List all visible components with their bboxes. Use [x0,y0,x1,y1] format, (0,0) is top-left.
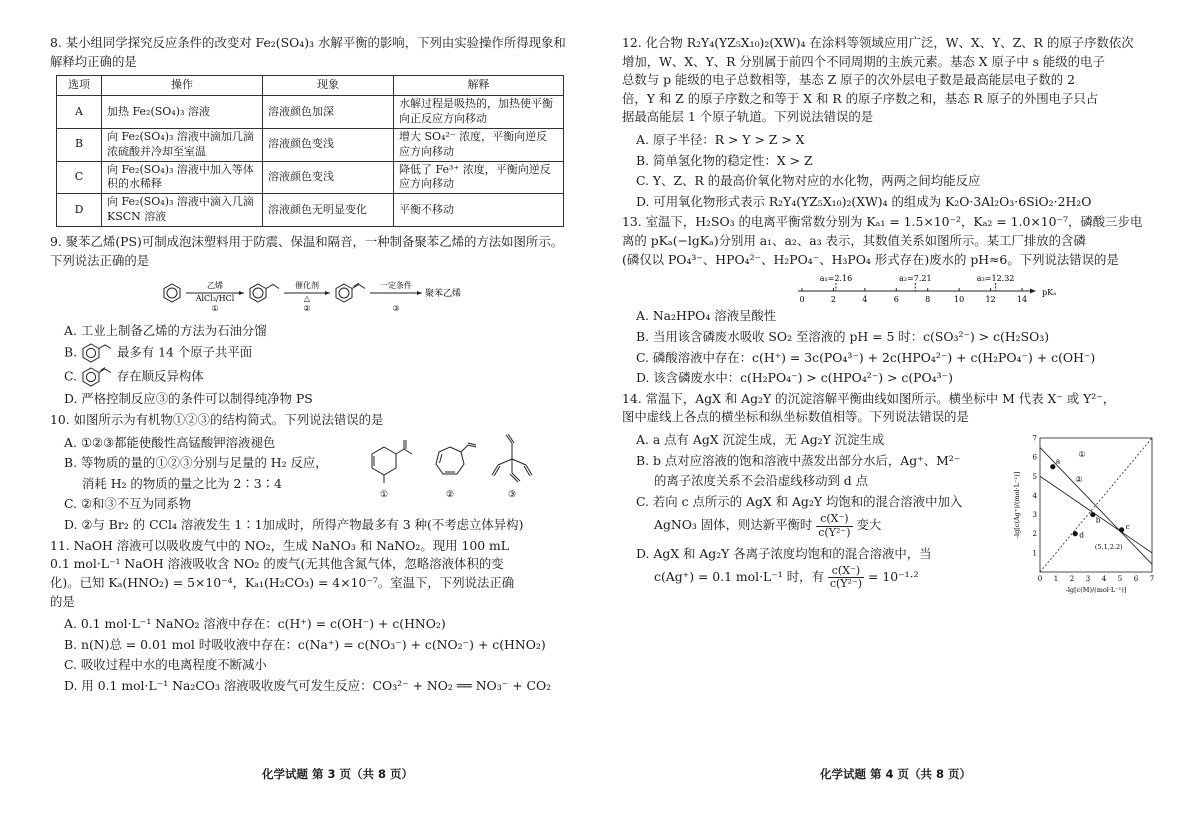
question-9 [50,233,570,409]
point-d [1073,531,1078,536]
q10-structures [362,429,542,501]
q9-reaction-scheme [160,276,480,312]
r1-num: ① [211,304,219,313]
right-page [622,34,1162,592]
table-cell: 溶液颜色变浅 [263,161,394,194]
pka-number-line [782,273,1082,305]
q13-option-b: B. 当用该含磷废水吸收 SO₂ 至溶液的 pH = 5 时：c(SO₃²⁻) > c(H₂SO₃) [636,328,1050,344]
q10-option-c: C. ②和③不互为同系物 [64,496,192,512]
q8-col-explanation: 解释 [394,76,564,96]
q8-col-operation: 操作 [102,76,263,96]
point-b [1090,512,1095,517]
x-tick-label: 7 [1149,574,1155,583]
q14-d-suffix: = 10⁻¹·² [868,569,919,585]
ethylbenzene-icon [250,284,279,302]
pka-marker-label: a₃=12.32 [976,274,1015,284]
q10-option-b-cont: 消耗 H₂ 的物质的量之比为 2∶3∶4 [82,475,282,491]
y-tick-label: 5 [1032,472,1037,481]
structure-2-label: ② [445,490,455,501]
q14-option-d-cont [654,565,1002,590]
q8-stem: 8. 某小组同学探究反应条件的改变对 Fe₂(SO₄)₃ 水解平衡的影响，下列由实验操作所得现象和解释均正确的是 [50,35,566,69]
question-14 [622,390,1162,594]
axis-tick-label: 12 [985,295,996,305]
table-cell: 加热 Fe₂(SO₄)₃ 溶液 [102,96,263,129]
table-cell: 向 Fe₂(SO₄)₃ 溶液中滴加几滴浓硫酸并冷却至室温 [102,128,263,161]
q14-d-prefix: c(Ag⁺) = 0.1 mol·L⁻¹ 时，有 [654,569,824,585]
axis-tick-label: 4 [862,295,868,305]
styrene-icon [81,366,113,388]
axis-arrow [1030,289,1036,294]
q11-stem-4: 的是 [50,593,75,609]
q14-stem-2: 图中虚线上各点的横坐标和纵坐标数值相等。下列说法错误的是 [622,409,969,425]
q10-option-a: A. ①②③都能使酸性高锰酸钾溶液褪色 [64,434,276,450]
x-tick-label: 4 [1101,574,1107,583]
table-cell: C [57,161,102,194]
q14-option-b: B. b 点对应溶液的饱和溶液中蒸发出部分水后，Ag⁺、M²⁻ [636,452,961,468]
table-cell: B [57,128,102,161]
structure-3-icon [492,434,532,482]
q14-option-d: D. AgX 和 Ag₂Y 各离子浓度均饱和的混合溶液中，当 [636,545,932,561]
q14-d-fraction [828,565,864,590]
point-label: a [1055,456,1061,466]
q14-option-b-cont: 的离子浓度关系不会沿虚线移动到 d 点 [654,473,869,489]
q9-option-b [64,342,570,364]
axis-tick-label: 14 [1016,295,1028,305]
table-row [57,161,564,194]
x-tick-label: 0 [1037,574,1043,583]
point-a [1050,464,1055,469]
question-11 [50,537,570,696]
q14-c-den: c(Y²⁻) [818,525,851,539]
q9-b-suffix: 最多有 14 个原子共平面 [116,344,253,360]
q12-option-d: D. 可用氧化物形式表示 R₂Y₄(YZ₅X₁₀)₂(XW)₄ 的组成为 K₂O·3Al₂O₃·6SiO₂·2H₂O [636,193,1092,209]
question-13 [622,213,1162,387]
curve-2 [1040,476,1152,553]
structure-2-icon [436,443,476,474]
q8-table-header [57,76,564,96]
q12-option-a: A. 原子半径：R > Y > Z > X [636,132,805,148]
q13-option-c: C. 磷酸溶液中存在：c(H⁺) = 3c(PO₄³⁻) + 2c(HPO₄²⁻) + c(H₂PO₄⁻) + c(OH⁻) [636,349,1096,365]
table-cell: 向 Fe₂(SO₄)₃ 溶液中加入等体积的水稀释 [102,161,263,194]
table-cell: 增大 SO₄²⁻ 浓度，平衡向逆反应方向移动 [394,128,564,161]
x-tick-label: 5 [1117,574,1123,583]
curve-1-label: ① [1078,449,1086,459]
r1-top: 乙烯 [207,281,223,291]
left-page [50,34,570,698]
y-tick-label: 2 [1032,529,1037,538]
q14-c-num: c(X⁻) [816,513,852,526]
q14-option-c: C. 若向 c 点所示的 AgX 和 Ag₂Y 均饱和的混合溶液中加入 [636,493,963,509]
q13-stem-2: 离的 pKₐ(−lgKₐ)分别用 a₁、a₂、a₃ 表示，其数值关系如图所示。某工厂排放的含磷 [622,233,1086,249]
structure-1-label: ① [379,490,389,501]
y-tick-label: 4 [1032,491,1037,500]
y-tick-label: 6 [1032,453,1037,462]
q13-option-d: D. 该含磷废水中：c(H₂PO₄⁻) > c(HPO₄²⁻) > c(PO₄³⁻) [636,370,953,386]
axis-unit: pKₐ [1042,288,1057,298]
x-tick-label: 1 [1053,574,1059,583]
axis-tick-label: 8 [925,295,931,305]
q12-option-c: C. Y、Z、R 的最高价氧化物对应的水化物，两两之间均能反应 [636,173,981,189]
axis-tick-label: 6 [893,295,899,305]
axis-tick-label: 10 [954,295,965,305]
table-row [57,128,564,161]
ethylbenzene-icon [81,342,113,364]
y-axis-label: -lg[c(Ag⁺)/(mol·L⁻¹)] [1013,471,1021,538]
table-cell: 平衡不移动 [394,194,564,227]
product: 聚苯乙烯 [425,289,462,300]
question-10 [50,411,570,535]
point-c-annotation: (5.1,2.2) [1094,542,1123,551]
footer-right: 化学试题 第 4 页（共 8 页） [820,767,972,781]
table-cell: 溶液颜色变浅 [263,128,394,161]
table-cell: 降低了 Fe³⁺ 浓度，平衡向逆反应方向移动 [394,161,564,194]
axis-tick-label: 2 [830,295,836,305]
r2-num: ② [303,304,311,313]
q14-c-suffix: 变大 [856,517,882,533]
curve-2-label: ② [1075,474,1083,484]
q9-b-prefix: B. [64,344,78,360]
point-label: d [1079,530,1085,540]
pka-marker-label: a₂=7.21 [899,274,932,284]
q9-c-prefix: C. [64,368,77,384]
q11-option-a: A. 0.1 mol·L⁻¹ NaNO₂ 溶液中存在：c(H⁺) = c(OH⁻) + c(HNO₂) [64,616,446,632]
r3-top: 一定条件 [380,281,412,291]
y-tick-label: 3 [1032,510,1037,519]
table-cell: 溶液颜色加深 [263,96,394,129]
q14-option-c-cont [654,513,1002,538]
q14-d-num: c(X⁻) [828,565,864,578]
q11-option-c: C. 吸收过程中水的电离程度不断减小 [64,657,267,673]
q9-option-a: A. 工业上制备乙烯的方法为石油分馏 [64,322,267,338]
r3-num: ③ [392,304,400,313]
q12-option-b: B. 简单氢化物的稳定性：X > Z [636,152,813,168]
table-cell: A [57,96,102,129]
q11-stem-2: 0.1 mol·L⁻¹ NaOH 溶液吸收含 NO₂ 的废气(无其他含氮气体，忽略溶液体积的变 [50,556,504,572]
q12-stem-1: 12. 化合物 R₂Y₄(YZ₅X₁₀)₂(XW)₄ 在涂料等领域应用广泛，W、X、Y、Z、R 的原子序数依次 [622,35,1134,50]
structure-3-label: ③ [507,490,517,501]
q13-option-a: A. Na₂HPO₄ 溶液呈酸性 [636,308,777,324]
q14-options [622,431,1002,590]
q11-stem-3: 化)。已知 Kₐ(HNO₂) = 5×10⁻⁴，Kₐ₁(H₂CO₃) = 4×10⁻⁷。室温下，下列说法正确 [50,574,515,590]
q11-option-b: B. n(N)总 = 0.01 mol 时吸收液中存在：c(Na⁺) = c(NO₃⁻) + c(NO₂⁻) + c(HNO₂) [64,636,546,652]
table-cell: D [57,194,102,227]
q13-stem-3: (磷仅以 PO₄³⁻、HPO₄²⁻、H₂PO₄⁻、H₃PO₄ 形式存在)废水的 pH≈6。下列说法错误的是 [622,251,1119,267]
q12-stem-2: 增加，W、X、Y、R 分别属于前四个不同周期的主族元素。基态 X 原子中 s 能级的电子 [622,53,1105,69]
q8-table [56,75,564,227]
point-c [1119,527,1124,532]
q10-option-d: D. ②与 Br₂ 的 CCl₄ 溶液发生 1∶1加成时，所得产物最多有 3 种(不考虑立体异构) [64,517,524,533]
x-tick-label: 3 [1085,574,1091,583]
q12-stem-3: 总数与 p 能级的电子总数相等，基态 Z 原子的次外层电子数是最高能层电子数的 2 [622,72,1076,88]
q9-option-c [64,366,570,388]
q12-stem-4: 倍，Y 和 Z 的原子序数之和等于 X 和 R 的原子序数之和，基态 R 原子的外围电子只占 [622,90,1099,106]
q11-option-d: D. 用 0.1 mol·L⁻¹ Na₂CO₃ 溶液吸收废气可发生反应：CO₃²⁻ + NO₂ ══ NO₃⁻ + CO₂ [64,677,552,693]
q9-stem: 9. 聚苯乙烯(PS)可制成泡沫塑料用于防震、保温和隔音，一种制备聚苯乙烯的方法如图所示。下列说法正确的是 [50,233,564,268]
r2-top: 催化剂 [295,281,319,291]
point-label: c [1125,521,1130,531]
q8-col-phenomenon: 现象 [263,76,394,96]
q14-stem-1: 14. 常温下，AgX 和 Ag₂Y 的沉淀溶解平衡曲线如图所示。横坐标中 M 代表 X⁻ 或 Y²⁻， [622,390,1116,406]
q8-col-option: 选项 [57,76,102,96]
q14-option-a: A. a 点有 AgX 沉淀生成，无 Ag₂Y 沉淀生成 [636,431,885,447]
y-tick-label: 7 [1032,434,1037,443]
q11-stem-1: 11. NaOH 溶液可以吸收废气中的 NO₂，生成 NaNO₃ 和 NaNO₂。现用 100 mL [50,537,510,553]
q14-solubility-graph [1010,432,1160,604]
q14-d-den: c(Y²⁻) [829,577,863,591]
question-8 [50,34,570,227]
table-cell: 溶液颜色无明显变化 [263,194,394,227]
q10-stem: 10. 如图所示为有机物①②③的结构简式。下列说法错误的是 [50,412,384,428]
pka-marker-label: a₁=2.16 [819,274,853,284]
styrene-icon [336,283,365,302]
q13-stem-1: 13. 室温下，H₂SO₃ 的电离平衡常数分别为 Kₐ₁ = 1.5×10⁻²，Kₐ₂ = 1.0×10⁻⁷，磷酸三步电 [622,214,1143,230]
q10-option-b: B. 等物质的量的①②③分别与足量的 H₂ 反应， [64,455,328,471]
table-row [57,96,564,129]
question-12 [622,34,1162,211]
r1-bottom: AlCl₃/HCl [195,294,235,304]
axis-tick-label: 0 [799,295,805,305]
q9-c-suffix: 存在顺反异构体 [116,368,204,384]
y-tick-label: 1 [1032,549,1037,558]
benzene-icon [164,284,180,302]
q14-c-prefix: AgNO₃ 固体，则达新平衡时 [654,517,813,533]
table-cell: 向 Fe₂(SO₄)₃ 溶液中滴入几滴 KSCN 溶液 [102,194,263,227]
r2-bottom: △ [303,294,311,304]
point-label: b [1095,515,1101,525]
structure-1-icon [372,440,412,483]
x-tick-label: 6 [1133,574,1139,583]
table-row [57,194,564,227]
footer-left: 化学试题 第 3 页（共 8 页） [262,767,414,781]
q9-option-d: D. 严格控制反应③的条件可以制得纯净物 PS [64,391,313,407]
x-tick-label: 2 [1069,574,1075,583]
table-cell: 水解过程是吸热的，加热使平衡向正反应方向移动 [394,96,564,129]
q14-c-fraction [816,513,852,538]
x-axis-label: -lg[c(M)/(mol·L⁻¹)] [1065,585,1127,594]
q12-stem-5: 据最高能层 1 个原子轨道。下列说法错误的是 [622,109,874,125]
